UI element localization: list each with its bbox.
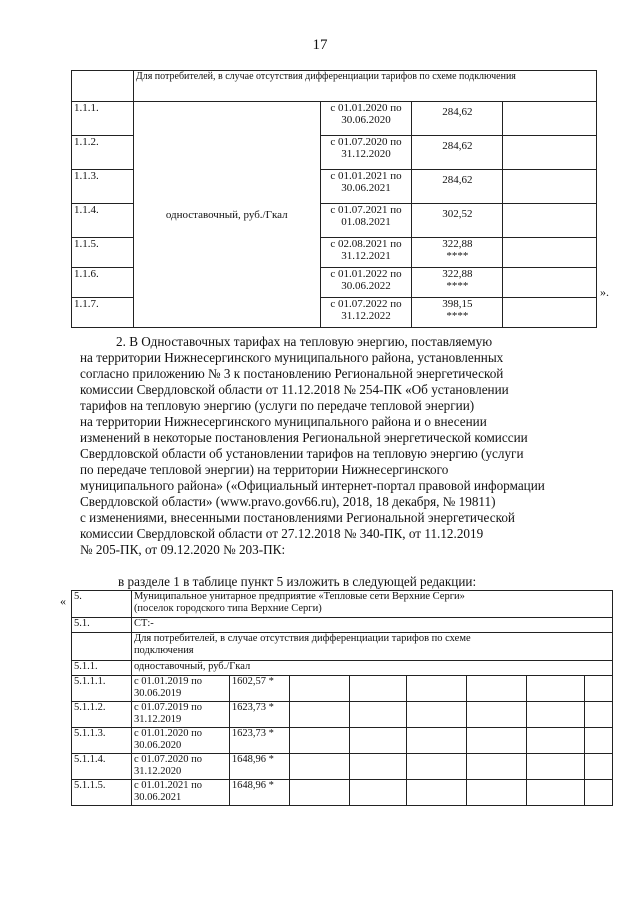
tariff-value: 1623,73 * [229,702,289,728]
table2-st-row [72,618,613,633]
row-number: 1.1.1. [72,102,134,136]
period: с 01.07.2020 по 31.12.2020 [320,136,412,170]
row-number: 5.1.1.1. [72,676,132,702]
row-number: 5.1. [72,618,132,633]
tariff-value: 398,15 **** [412,298,503,328]
period: с 01.01.2021 по 30.06.2021 [131,780,229,806]
row-number: 5.1.1.2. [72,702,132,728]
tariff-value: 1602,57 * [229,676,289,702]
tariff-value: 322,88 **** [412,268,503,298]
table1-header-row [72,71,597,102]
row-number: 5.1.1.5. [72,780,132,806]
period: с 01.07.2021 по 01.08.2021 [320,204,412,238]
table-row [72,780,613,806]
row-number: 1.1.3. [72,170,134,204]
table-row [72,728,613,754]
period: с 01.01.2019 по 30.06.2019 [131,676,229,702]
table1-header: Для потребителей, в случае отсутствия дифференциации тарифов по схеме подключения [133,71,596,102]
tariff-value: 1623,73 * [229,728,289,754]
row-number: 5.1.1.3. [72,728,132,754]
table-row [72,676,613,702]
period: с 01.01.2021 по 30.06.2021 [320,170,412,204]
tariff-value: 1648,96 * [229,780,289,806]
para-line-14: № 205-ПК, от 09.12.2020 № 203-ПК: [80,542,286,557]
st-label: СТ:- [131,618,612,633]
period: с 01.07.2020 по 31.12.2020 [131,754,229,780]
row-number: 1.1.2. [72,136,134,170]
para-line-11: Свердловской области» (www.pravo.gov66.ru), 2018, 18 декабря, № 19811) [80,494,496,509]
table2-header-row [72,633,613,661]
tariff-value: 284,62 [412,170,503,204]
table2-tariff-row [72,661,613,676]
row-number: 1.1.7. [72,298,134,328]
period: с 01.01.2020 по 30.06.2020 [320,102,412,136]
row-number: 1.1.6. [72,268,134,298]
period: с 01.07.2019 по 31.12.2019 [131,702,229,728]
closing-quote: ». [600,285,609,299]
table-row [72,102,597,136]
organization-name: Муниципальное унитарное предприятие «Тепловые сети Верхние Серги» (поселок городского типа Верхние Серги) [131,591,612,618]
period: с 02.08.2021 по 31.12.2021 [320,238,412,268]
row-number: 5.1.1.4. [72,754,132,780]
para-line-3: согласно приложению № 3 к постановлению Региональной энергетической [80,366,504,381]
para-line-1: 2. В Одноставочных тарифах на тепловую энергию, поставляемую [116,334,493,349]
tariff-type: одноставочный, руб./Гкал [133,102,320,328]
row-number: 1.1.4. [72,204,134,238]
para-line-7: изменений в некоторые постановления Региональной энергетической комиссии [80,430,528,445]
para-line-9: по передаче тепловой энергии) на территории Нижнесергинского [80,462,449,477]
tariff-value: 284,62 [412,102,503,136]
period: с 01.07.2022 по 31.12.2022 [320,298,412,328]
para-line-8: Свердловской области об установлении тарифов на тепловую энергию (услуги [80,446,524,461]
opening-quote: « [60,594,66,608]
page-number: 17 [312,37,328,53]
table-row [72,754,613,780]
row-number: 1.1.5. [72,238,134,268]
para-line-10: муниципального района» («Официальный интернет-портал правовой информации [80,478,545,493]
tariff-value: 1648,96 * [229,754,289,780]
table-row [72,702,613,728]
tariff-value: 322,88 **** [412,238,503,268]
para-line-4: комиссии Свердловской области от 11.12.2018 № 254-ПК «Об установлении [80,382,509,397]
tariff-table-2 [71,590,613,806]
para-line-12: с изменениями, внесенными постановлениями Региональной энергетической [80,510,515,525]
para-line-6: на территории Нижнесергинского муниципального района и о внесении [80,414,487,429]
period: с 01.01.2022 по 30.06.2022 [320,268,412,298]
tariff-value: 284,62 [412,136,503,170]
row-number: 5.1.1. [72,661,132,676]
table2-org-row [72,591,613,618]
period: с 01.01.2020 по 30.06.2020 [131,728,229,754]
tariff-type: одноставочный, руб./Гкал [131,661,612,676]
row-number: 5. [72,591,132,618]
para-line-13: комиссии Свердловской области от 27.12.2018 № 340-ПК, от 11.12.2019 [80,526,484,541]
tariff-table-1 [71,70,597,328]
section-intro: в разделе 1 в таблице пункт 5 изложить в следующей редакции: [118,574,477,589]
para-line-2: на территории Нижнесергинского муниципального района, установленных [80,350,504,365]
table2-header: Для потребителей, в случае отсутствия дифференциации тарифов по схеме подключения [131,633,612,661]
para-line-5: тарифов на тепловую энергию (услуги по передаче тепловой энергии) [80,398,475,413]
tariff-value: 302,52 [412,204,503,238]
